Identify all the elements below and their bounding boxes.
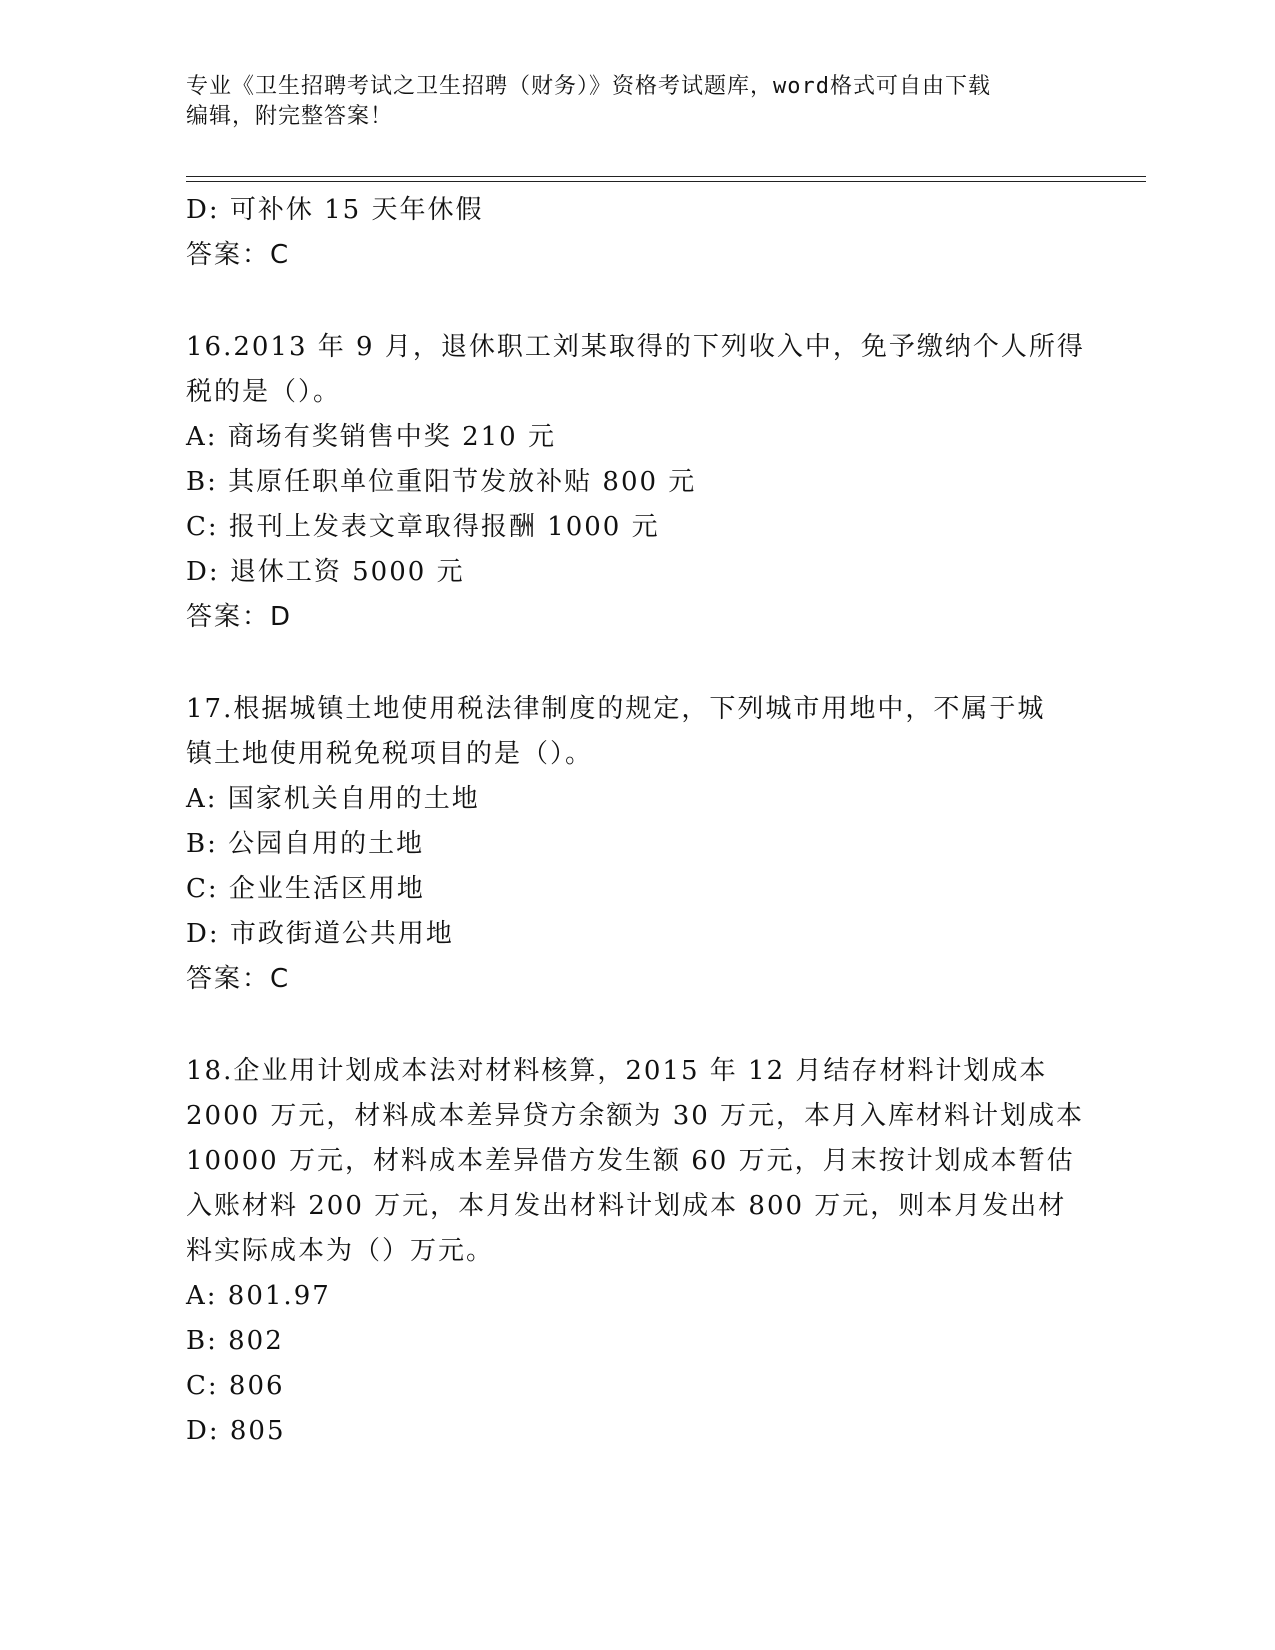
document-header [186, 72, 1086, 132]
question-18-text-line-4: 入账材料 200 万元，本月发出材料计划成本 800 万元，则本月发出材 [186, 1191, 1067, 1221]
question-17-option-d: D: 市政街道公共用地 [186, 919, 454, 949]
question-18-option-d: D: 805 [186, 1416, 286, 1446]
header-line-1: 专业《卫生招聘考试之卫生招聘（财务）》资格考试题库，word格式可自由下载 [186, 74, 991, 99]
question-16-text-line-1: 16.2013 年 9 月，退休职工刘某取得的下列收入中，免予缴纳个人所得 [186, 332, 1085, 362]
question-17-option-c: C: 企业生活区用地 [186, 874, 425, 904]
prev-answer: 答案：C [186, 240, 291, 270]
question-16-text-line-2: 税的是（）。 [186, 377, 342, 407]
question-18-option-c: C: 806 [186, 1371, 285, 1401]
document-body [186, 188, 1086, 1454]
header-rule-bottom [186, 181, 1146, 182]
question-17 [186, 687, 1086, 1002]
question-18-option-b: B: 802 [186, 1326, 284, 1356]
question-17-text-line-2: 镇土地使用税免税项目的是（）。 [186, 739, 594, 769]
question-16 [186, 325, 1086, 640]
prev-option-d: D: 可补休 15 天年休假 [186, 195, 484, 225]
question-16-option-a: A: 商场有奖销售中奖 210 元 [186, 422, 556, 452]
question-17-text-line-1: 17.根据城镇土地使用税法律制度的规定，下列城市用地中，不属于城 [186, 694, 1046, 724]
question-17-option-b: B: 公园自用的土地 [186, 829, 425, 859]
question-18-text-line-1: 18.企业用计划成本法对材料核算，2015 年 12 月结存材料计划成本 [186, 1056, 1048, 1086]
header-line-2: 编辑，附完整答案！ [186, 104, 394, 129]
question-16-option-c: C: 报刊上发表文章取得报酬 1000 元 [186, 512, 660, 542]
question-18-text-line-3: 10000 万元，材料成本差异借方发生额 60 万元，月末按计划成本暂估 [186, 1146, 1075, 1176]
question-18-text-line-5: 料实际成本为（）万元。 [186, 1236, 495, 1266]
question-17-option-a: A: 国家机关自用的土地 [186, 784, 480, 814]
question-18 [186, 1049, 1086, 1454]
question-16-option-b: B: 其原任职单位重阳节发放补贴 800 元 [186, 467, 697, 497]
question-18-option-a: A: 801.97 [186, 1281, 331, 1311]
question-16-answer: 答案：D [186, 602, 293, 632]
question-18-text-line-2: 2000 万元，材料成本差异贷方余额为 30 万元，本月入库材料计划成本 [186, 1101, 1085, 1131]
header-rule-top [186, 176, 1146, 177]
question-16-option-d: D: 退休工资 5000 元 [186, 557, 465, 587]
question-17-answer: 答案：C [186, 964, 291, 994]
